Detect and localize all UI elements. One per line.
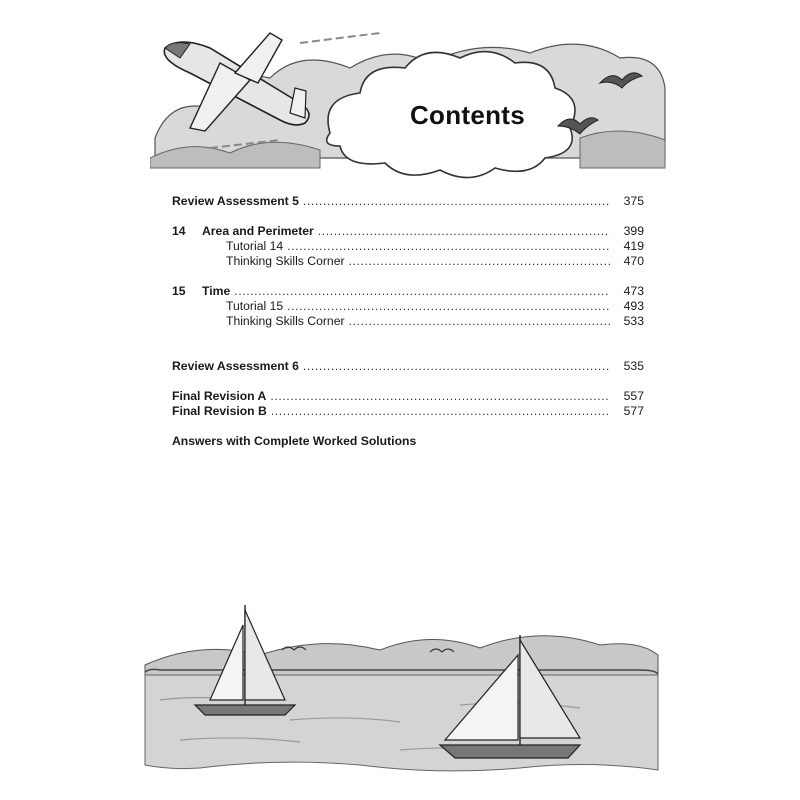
table-of-contents	[172, 194, 644, 448]
toc-entry-answers[interactable]: Answers with Complete Worked Solutions	[172, 434, 417, 448]
footer-illustration	[140, 600, 660, 780]
toc-page-number: 557	[623, 389, 644, 403]
toc-entry-review-6[interactable]	[172, 359, 644, 374]
toc-page-number: 535	[623, 359, 644, 373]
toc-page-number: 533	[623, 314, 644, 328]
toc-page-number: 493	[623, 299, 644, 313]
toc-page-number: 399	[623, 224, 644, 238]
toc-entry-label: Time	[202, 284, 231, 298]
toc-entry-thinking-skills-14[interactable]	[172, 254, 644, 269]
toc-entry-final-revision-a[interactable]	[172, 389, 644, 404]
dot-leader	[318, 224, 610, 239]
toc-page-number: 375	[623, 194, 644, 208]
toc-entry-final-revision-b[interactable]	[172, 404, 644, 419]
toc-entry-label: Tutorial 15	[226, 299, 284, 313]
toc-entry-label: Thinking Skills Corner	[226, 254, 345, 268]
dot-leader	[287, 299, 610, 314]
toc-entry-tutorial-14[interactable]	[172, 239, 644, 254]
toc-entry-label: Tutorial 14	[226, 239, 284, 253]
dot-leader	[349, 314, 610, 329]
toc-entry-label: Final Revision A	[172, 389, 267, 403]
toc-page-number: 577	[623, 404, 644, 418]
toc-entry-review-5[interactable]	[172, 194, 644, 209]
toc-entry-label: Final Revision B	[172, 404, 267, 418]
toc-entry-label: Area and Perimeter	[202, 224, 314, 238]
chapter-number: 15	[172, 284, 186, 298]
dot-leader	[234, 284, 610, 299]
toc-entry-label: Review Assessment 6	[172, 359, 299, 373]
hills-background	[145, 636, 658, 675]
toc-page-number: 419	[623, 239, 644, 253]
toc-page-number: 470	[623, 254, 644, 268]
dot-leader	[270, 389, 610, 404]
toc-page-number: 473	[623, 284, 644, 298]
dot-leader	[349, 254, 610, 269]
toc-entry-label: Review Assessment 5	[172, 194, 299, 208]
chapter-number: 14	[172, 224, 186, 238]
page-title: Contents	[409, 100, 526, 130]
dot-leader	[287, 239, 610, 254]
dot-leader	[303, 359, 610, 374]
toc-entry-chapter-14[interactable]	[172, 224, 644, 239]
toc-entry-tutorial-15[interactable]	[172, 299, 644, 314]
dot-leader	[271, 404, 610, 419]
toc-entry-label: Thinking Skills Corner	[226, 314, 345, 328]
dot-leader	[303, 194, 610, 209]
toc-entry-chapter-15[interactable]	[172, 284, 644, 299]
toc-entry-thinking-skills-15[interactable]	[172, 314, 644, 329]
